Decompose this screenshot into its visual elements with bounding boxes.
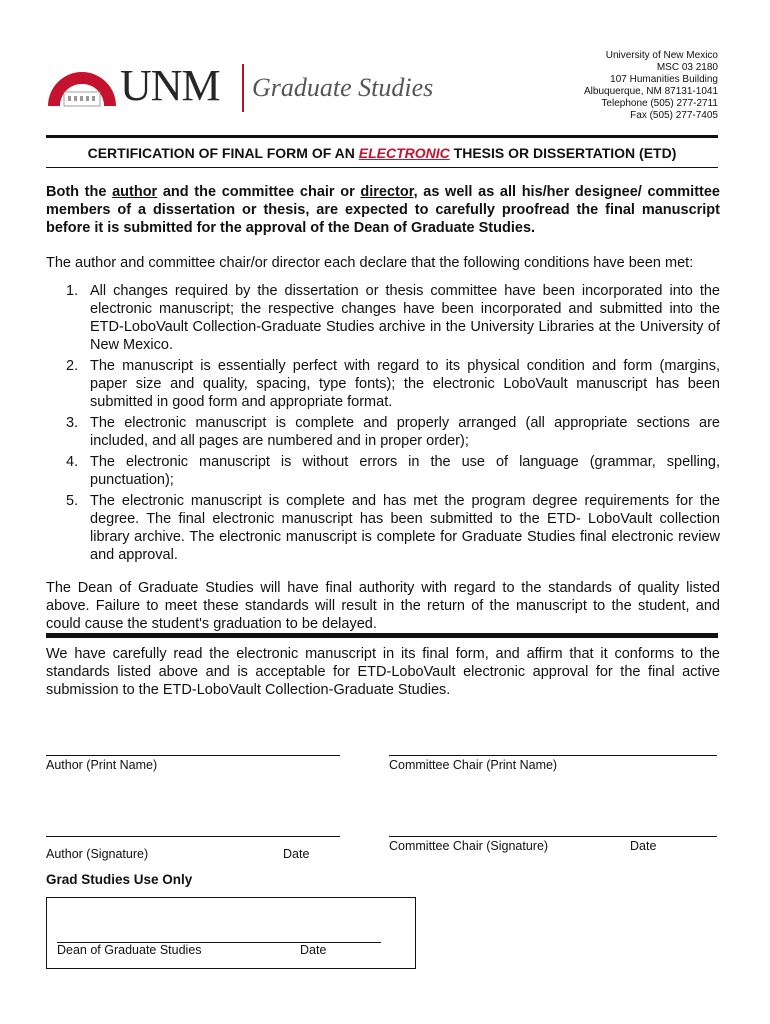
chair-signature-field[interactable] <box>389 836 717 837</box>
address-line: University of New Mexico <box>605 50 718 61</box>
form-title: CERTIFICATION OF FINAL FORM OF AN ELECTRONIC THESIS OR DISSERTATION (ETD) <box>87 145 677 161</box>
logo-divider <box>242 64 244 112</box>
grad-use-box <box>46 897 416 969</box>
unm-sunburst-logo-icon <box>46 60 118 110</box>
conditions-lead: The author and committee chair/or director each declare that the following conditions have been met: <box>46 255 694 271</box>
author-print-name-field[interactable] <box>46 755 340 756</box>
unm-graduate-studies-logo <box>46 58 446 118</box>
dean-signature-label: Dean of Graduate Studies <box>57 943 202 957</box>
header-divider <box>46 135 718 138</box>
title-emphasis: ELECTRONIC <box>358 145 450 161</box>
author-signature-field[interactable] <box>46 836 340 837</box>
chair-print-name-label: Committee Chair (Print Name) <box>389 758 558 772</box>
author-date-label: Date <box>283 847 310 861</box>
chair-date-label: Date <box>630 839 657 853</box>
address-line: Albuquerque, NM 87131-1041 <box>584 86 718 97</box>
grad-use-heading: Grad Studies Use Only <box>46 872 193 887</box>
condition-item: 5. The electronic manuscript is complete and has met the program degree requirements for the degree. The final electronic manuscript has been submitted to the ETD- LoboVault collection library archive. The electronic manuscript is complete for Graduate Studies final electronic review and approval. <box>66 493 720 563</box>
address-line: 107 Humanities Building <box>610 74 718 85</box>
condition-item: 3. The electronic manuscript is complete and properly arranged (all appropriate sections are included, and all pages are numbered and in proper order); <box>66 415 720 449</box>
unm-wordmark: UNM <box>120 61 220 110</box>
affirmation-statement: We have carefully read the electronic manuscript in its final form, and affirm that it conforms to the standards listed above and is acceptable for ETD-LoboVault electronic approval for the final active submission to the ETD-LoboVault Collection-Graduate Studies. <box>46 646 720 698</box>
condition-item: 2. The manuscript is essentially perfect with regard to its physical condition and form (margins, paper size and quality, spacing, type fonts); the electronic LoboVault manuscript has been submitted in good form and appropriate format. <box>66 358 720 410</box>
intro-paragraph: Both the author and the committee chair or director, as well as all his/her designee/ committee members of a dissertation or thesis, are expected to carefully proofread the final manuscript before it is submitted for the approval of the Dean of Graduate Studies. <box>46 184 720 236</box>
chair-signature-label: Committee Chair (Signature) <box>389 839 549 853</box>
title-divider <box>46 167 718 168</box>
conditions-list <box>46 282 720 567</box>
fax-line: Fax (505) 277-7405 <box>630 110 718 121</box>
address-block <box>584 50 718 122</box>
telephone-line: Telephone (505) 277-2711 <box>601 98 718 109</box>
letterhead <box>0 0 770 135</box>
author-signature-label: Author (Signature) <box>46 847 149 861</box>
chair-print-name-field[interactable] <box>389 755 717 756</box>
address-line: MSC 03 2180 <box>656 62 718 73</box>
author-print-name-label: Author (Print Name) <box>46 758 158 772</box>
department-name: Graduate Studies <box>252 73 434 102</box>
section-divider <box>46 633 718 638</box>
condition-item: 4. The electronic manuscript is without errors in the use of language (grammar, spelling, punctuation); <box>66 454 720 488</box>
condition-item: 1. All changes required by the dissertation or thesis committee have been incorporated into the electronic manuscript; the respective changes have been incorporated and submitted into the ETD-LoboVault Collection-Graduate Studies archive in the University Libraries at the University of New Mexico. <box>66 283 720 353</box>
dean-authority-statement: The Dean of Graduate Studies will have final authority with regard to the standards of quality listed above. Failure to meet these standards will result in the return of the manuscript to the student, and could cause the student's graduation to be delayed. <box>46 580 720 632</box>
dean-date-label: Date <box>300 943 327 957</box>
